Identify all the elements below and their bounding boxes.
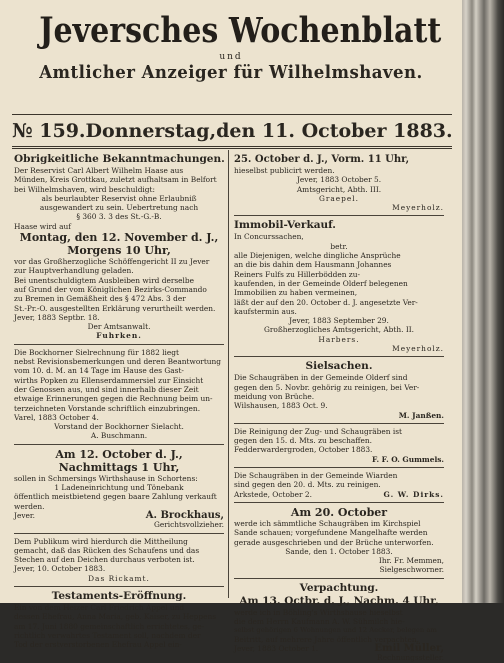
notice-auction [14,448,224,530]
inspection-date: Am 20. October [290,505,388,519]
signature-row [14,511,224,520]
text-line: terzeichneten Vorstande schriftlich einzubringen. [14,403,201,413]
text-line: § 360 3. 3 des St.-G.-B. [76,212,162,222]
notice-olderf [234,373,444,419]
text-line: gerade ausgeschrieben und der Brüche unterworfen. [234,537,434,547]
text-line: Jever, 1883 Septbr. 18. [14,312,100,322]
text-line: die dem Herrn Kaufmann A. W. Sühmilch hie- [234,616,405,626]
text-line: St.-Pr.-O. ausgestellten Erklärung verurtheilt werden. [14,303,216,313]
notice-separator [234,467,444,468]
text-line: Wilshausen, 1883 Oct. 9. [234,401,328,411]
text-line: gegen den 15. d. Mts. zu beschaffen. [234,436,373,446]
text-line: Die Reinigung der Zug- und Schaugräben ist [234,426,402,436]
text-line: am 17. Juni 1880 gemeinschaftlich errichtetes, ge- [14,621,205,631]
text-line: Beitritt, auf mehrere Jahre öffentlich verpachten. [234,634,419,644]
notice-separator [14,444,224,445]
text-line: Sande schauen; vorgefundene Mangelhafte werden [234,528,428,538]
notice-separator [14,344,224,345]
notice-fedderwarden [234,427,444,464]
text-line: sind gegen den 20. d. Mts. zu reinigen. [234,480,381,490]
text-line: Ein von dem Heizer Carl Friedrich Appel und [14,602,185,612]
text-line: auf Grund der vom Königlichen Bezirks-Commando [14,284,207,294]
section-heading-immobil: Immobil-Verkauf. [234,219,336,232]
text-line: betr. [330,241,348,251]
text-line: Varel, 1883 October 4. [14,412,99,422]
text-line: Haase wird auf [14,221,71,231]
signature: Das Rickamt. [88,573,150,583]
hearing-date: Montag, den 12. November d. J., [19,231,219,245]
text-line: läßt der auf den 20. October d. J. angesetzte Ver- [234,297,418,307]
auction-time: Nachmittags 1 Uhr, [58,460,180,474]
signature: Emil Müller, [374,643,444,655]
text-line: an die bis dahin dem Hausmann Johannes [234,260,392,270]
title-connector: und [219,52,243,62]
notice-separator [234,356,444,357]
text-line: Sande, den 1. October 1883. [285,546,393,556]
role: Sielgeschworner. [379,565,444,575]
text-line: öffentlich meistbietend gegen baare Zahlung verkauft [14,492,217,502]
text-line: Fedderwardergroden, October 1883. [234,445,373,455]
role: Rechnungssteller. [377,653,444,663]
text-line: Jever, 1883 September 29. [289,316,389,326]
text-line: der Genossen aus, und sind innerhalb dieser Zeit [14,384,199,394]
signature: Graepel. [318,193,360,203]
text-line: Münden, Kreis Grottkau, zuletzt aufhaltsam in Belfort [14,175,217,185]
text-line: werden. [14,501,45,511]
text-line: werde ich sämmtliche Schaugräben im Kirchspiel [234,518,421,528]
text-line: Die Bockhorner Sielrechnung für 1882 liegt [14,347,179,357]
issue-rule [12,146,452,147]
text-line: ausgewandert zu sein. Uebertretung nach [39,203,199,213]
board-name: Vorstand der Bockhorner Sielacht. [54,422,184,432]
text-line: nebst Revisionsbemerkungen und deren Beantwortung [14,357,222,367]
text-line: Stechen auf den Deichen durchaus verboten ist. [14,555,195,565]
place: Jever. [14,510,35,520]
text-line: Die Schaugräben in der Gemeinde Olderf sind [234,373,408,383]
section-heading-pacht: Verpachtung. [299,581,379,594]
notice-separator [234,502,444,503]
role: Gerichtsvollzieher. [153,520,224,530]
court-name: Amtsgericht, Abth. III. [296,184,382,194]
text-line: Tod der erstverstorbenen Ehefrau Appel ein- [14,640,182,650]
place-date: Jever, 1883 October 1. [234,644,319,654]
text-line: hieselbst publicirt werden. [234,166,335,175]
signature-row [234,644,444,653]
masthead [8,8,454,84]
notice-sielrechnung [14,348,224,441]
text-line: Bei unentschuldigtem Ausbleiben wird derselbe [14,275,194,285]
clerk-name: Meyerholz. [392,344,444,354]
notice-rickamt [14,537,224,583]
text-line: 1 Ladeneinrichtung und Tönebank [54,483,184,493]
signature: Fuhrken. [96,331,142,341]
auction-date: Am 12. October d. J., [55,447,183,461]
clerk-name: Meyerholz. [392,203,444,213]
signature: F. F. O. Gummels. [371,454,444,464]
text-line: bei Wilhelmshaven, wird beschuldigt: [14,184,155,194]
section-heading-siel: Sielsachen. [305,360,373,373]
text-line: als beurlaubter Reservist ohne Erlaubniß [41,193,197,203]
notice-wiarden [234,471,444,499]
text-line: Jever, 1883 October 5. [296,175,382,185]
text-line: etwaige Erinnerungen gegen die Rechnung beim un- [14,394,213,404]
notice-pacht [234,595,444,663]
text-line: richtlich verwahrtes Testament soll, nachdem der [14,630,201,640]
text-line: In Concurssachen, [234,232,304,242]
notice-separator [14,533,224,534]
issue-weekday: Donnerstag, [85,120,217,142]
text-line: werde ich in Böhling's Wirthshause hieselbst [234,607,403,617]
text-line: selbst gehörigen 6 Wohnungen und 12 Aecker, belegen am [234,626,437,635]
lease-date: Am 13. Octbr. d. J., Nachm. 4 Uhr, [239,594,439,607]
section-heading-official: Obrigkeitliche Bekanntmachungen. [14,153,225,165]
notice-separator [14,586,224,587]
text-line: Die Schaugräben in der Gemeinde Wiarden [234,471,398,481]
notice-testament [14,603,224,649]
issue-date: den 11. October 1883. [216,120,453,142]
page-edge-binding [462,0,504,603]
text-line: Der Reservist Carl Albert Wilhelm Haase aus [14,166,184,175]
text-line: Reiners Fulfs zu Hillerbödden zu- [234,269,360,279]
text-line: alle Diejenigen, welche dingliche Ansprüche [234,251,401,261]
notice-haase [14,166,224,341]
place-date: Arkstede, October 2. [234,489,312,499]
issue-line [12,118,452,144]
right-column [234,153,444,663]
signature: M. Janßen. [398,410,444,420]
issue-rule-double [12,148,452,149]
text-line: Jever, 10. October 1883. [14,564,106,574]
notice-testament-cont [234,153,444,212]
text-line: Immobilien zu haben vermeinen, [234,288,358,298]
text-line: zu Bremen in Gemäßheit des § 472 Abs. 3 der [14,294,186,304]
text-line: dessen Ehefrau, Anna Maria, geb. Kaiser, zu Heppens [14,612,217,622]
notice-separator [234,215,444,216]
text-line: wirths Popken zu Ellenserdammersiel zur Einsicht [14,375,204,385]
hearing-time: Morgens 10 Uhr, [67,244,171,258]
text-line: zur Hauptverhandlung geladen. [14,266,134,276]
text-line: Dem Publikum wird hierdurch die Mittheilung [14,536,188,546]
column-divider [228,150,229,598]
masthead-rule [12,114,452,115]
text-line: vom 10. d. M. an 14 Tage im Hause des Gast- [14,366,184,376]
newspaper-title: Jeversches Wochenblatt [39,10,442,51]
publication-date: 25. October d. J., Vorm. 11 Uhr, [234,154,410,165]
text-line: gegen den 5. Novbr. gehörig zu reinigen, bei Ver- [234,382,420,392]
signature: A. Brockhaus, [145,509,224,521]
office-name: Der Amtsanwalt. [87,322,151,332]
signature: G. W. Dirks. [383,489,444,499]
text-line: sollen in Schmersings Wirthshause in Schortens: [14,473,198,483]
newspaper-subtitle: Amtlicher Anzeiger für Wilhelmshaven. [39,62,423,83]
left-column [14,153,225,650]
text-line: gemacht, daß das Rücken des Schaufens und das [14,545,200,555]
notice-separator [234,423,444,424]
signature-row [234,490,444,499]
notice-separator [234,578,444,579]
text-line: kaufenden, in der Gemeinde Olderf belegenen [234,278,408,288]
notice-sande [234,506,444,575]
text-line: vor das Großherzogliche Schöffengericht II zu Jever [14,257,210,267]
text-line: meidung von Brüche. [234,391,315,401]
signature: Harbers. [318,334,360,344]
signature: A. Buschmann. [90,431,148,441]
issue-number: № 159. [12,120,86,142]
section-heading-testament: Testaments-Eröffnung. [51,589,187,602]
text-line: kaufstermin aus. [234,306,297,316]
signature: Ihr. Fr. Memmen, [378,556,444,566]
court-name: Großherzogliches Amtsgericht, Abth. II. [263,325,415,335]
notice-immobil [234,232,444,353]
